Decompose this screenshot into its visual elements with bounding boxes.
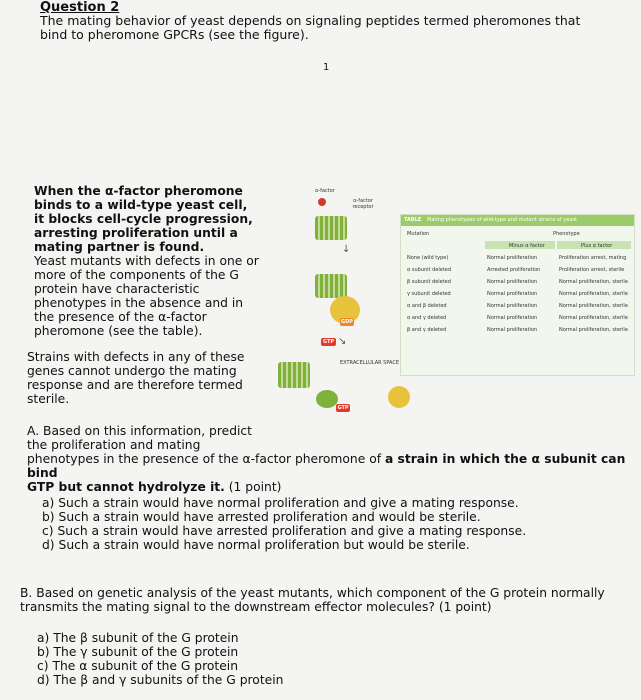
gdp-badge: GDP <box>341 319 353 325</box>
receptor-membrane-1 <box>315 216 347 240</box>
paragraph-mutants: Yeast mutants with defects in one or more of the components of the G protein have characteristic phenotypes in the absence and in the presence of the α-factor pheromone (see the table). <box>34 254 259 338</box>
question-intro: The mating behavior of yeast depends on signaling peptides termed pheromones that bind to pheromone GPCRs (see the figure). <box>40 13 581 42</box>
part-a-stem-line2: the proliferation and mating <box>27 438 201 452</box>
receptor-label: α-factor receptor <box>352 198 374 210</box>
col-plus-alpha: Plus α factor <box>581 243 613 249</box>
arrow-down-icon: ↓ <box>342 244 351 255</box>
signaling-figure <box>270 180 420 430</box>
table-row: α and β deleted <box>407 303 447 309</box>
part-b-option-c[interactable]: c) The α subunit of the G protein <box>37 659 239 673</box>
table-cell: Normal proliferation, sterile <box>559 327 628 333</box>
table-cell: Normal proliferation <box>487 291 538 297</box>
table-cell: Normal proliferation <box>487 303 538 309</box>
part-b-option-b[interactable]: b) The γ subunit of the G protein <box>37 645 239 659</box>
part-a-question <box>27 424 627 494</box>
table-cell: Normal proliferation, sterile <box>559 291 628 297</box>
table-tag: TABLE <box>404 217 422 223</box>
table-cell: Normal proliferation, sterile <box>559 279 628 285</box>
phenotype-table <box>400 214 635 376</box>
table-cell: Normal proliferation, sterile <box>559 315 628 321</box>
part-a-stem-4b: (1 point) <box>224 480 282 494</box>
table-header-bar <box>401 215 634 226</box>
part-a-stem-3b: a strain in which the α subunit can bind <box>27 452 626 480</box>
table-cell: Normal proliferation <box>487 327 538 333</box>
extracellular-label: EXTRACELLULAR SPACE <box>340 360 400 366</box>
part-a-option-a[interactable]: a) Such a strain would have normal proliferation and give a mating response. <box>42 496 519 510</box>
receptor-membrane-3 <box>278 362 310 388</box>
col-minus-alpha: Minus α factor <box>509 243 545 249</box>
col-phenotype: Phenotype <box>553 231 580 237</box>
part-b-option-d[interactable]: d) The β and γ subunits of the G protein <box>37 673 284 687</box>
paragraph-sterile: Strains with defects in any of these genes cannot undergo the mating response and are therefore termed sterile. <box>27 350 245 406</box>
part-b-options <box>37 631 283 687</box>
part-b-option-a[interactable]: a) The β subunit of the G protein <box>37 631 239 645</box>
part-a-stem-line4 <box>27 480 627 494</box>
part-a-stem-3a: phenotypes in the presence of the α-factor pheromone of <box>27 452 385 466</box>
table-title: Mating phenotypes of wild-type and mutant strains of yeast <box>427 217 577 223</box>
table-row: None (wild type) <box>407 255 449 261</box>
alpha-subunit-icon <box>316 390 338 408</box>
paragraph-alpha-factor: When the α-factor pheromone binds to a wild-type yeast cell, it blocks cell-cycle progression, arresting proliferation until a mating partner is found. <box>34 184 253 254</box>
table-row: β and γ deleted <box>407 327 447 333</box>
gtp-badge-1: GTP <box>322 339 335 345</box>
part-a-stem-line3 <box>27 452 627 480</box>
table-row: γ subunit deleted <box>407 291 451 297</box>
table-cell: Normal proliferation <box>487 279 538 285</box>
table-cell: Arrested proliferation <box>487 267 541 273</box>
table-cell: Proliferation arrest, mating <box>559 255 627 261</box>
part-a-options <box>42 496 526 552</box>
table-cell: Normal proliferation, sterile <box>559 303 628 309</box>
table-cell: Normal proliferation <box>487 315 538 321</box>
table-row: α subunit deleted <box>407 267 452 273</box>
question-title: Question 2 <box>40 0 120 15</box>
table-row: β subunit deleted <box>407 279 451 285</box>
part-a-stem-line1: A. Based on this information, predict <box>27 424 252 438</box>
gtp-badge-2: GTP <box>337 405 349 411</box>
col-mutation: Mutation <box>407 231 430 237</box>
table-cell: Normal proliferation <box>487 255 538 261</box>
part-a-stem-4a: GTP but cannot hydrolyze it. <box>27 480 225 494</box>
part-b-question: B. Based on genetic analysis of the yeast mutants, which component of the G protein normally transmits the mating signal to the downstream effector molecules? (1 point) <box>20 586 605 614</box>
beta-gamma-subunit-icon <box>388 386 410 408</box>
page-number: 1 <box>323 62 330 73</box>
part-a-option-c[interactable]: c) Such a strain would have arrested proliferation and give a mating response. <box>42 524 527 538</box>
alpha-factor-dot-icon <box>318 198 326 206</box>
table-row: α and γ deleted <box>407 315 447 321</box>
bend-arrow-icon: ↘ <box>338 336 347 347</box>
table-cell: Proliferation arrest, sterile <box>559 267 625 273</box>
alpha-factor-label: α-factor <box>315 188 335 194</box>
part-a-option-b[interactable]: b) Such a strain would have arrested proliferation and would be sterile. <box>42 510 481 524</box>
part-a-option-d[interactable]: d) Such a strain would have normal proliferation but would be sterile. <box>42 538 470 552</box>
receptor-membrane-2 <box>315 274 347 298</box>
